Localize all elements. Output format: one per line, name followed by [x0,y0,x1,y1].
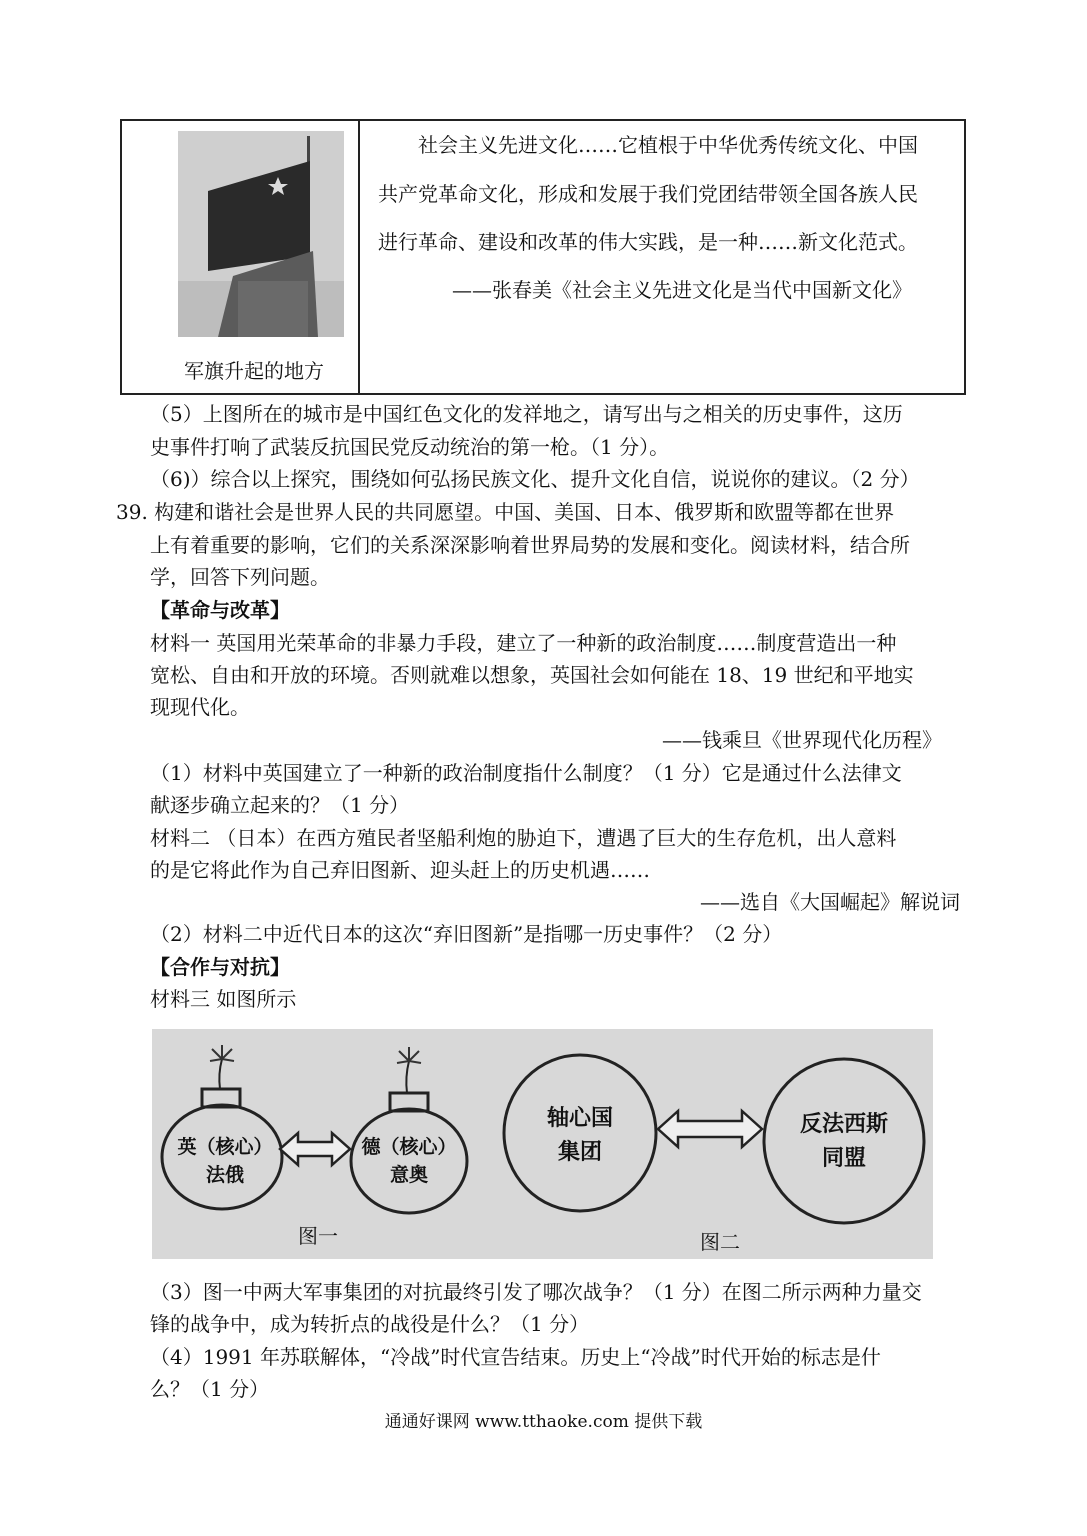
quote-line-2: 共产党革命文化，形成和发展于我们党团结带领全国各族人民 [378,182,918,206]
q2: （2）材料二中近代日本的这次“弃旧图新”是指哪一历史事件？（2 分） [150,922,783,946]
section-revolution-reform: 【革命与改革】 [150,598,290,622]
bomb1-line-1: 英（核心） [177,1136,273,1158]
alliances-diagram [152,1029,933,1259]
allies-line-2: 同盟 [821,1145,866,1171]
q3-line-1: （3）图一中两大军事集团的对抗最终引发了哪次战争？（1 分）在图二所示两种力量交 [150,1280,922,1304]
material2-line-1: 材料二 （日本）在西方殖民者坚船利炮的胁迫下，遭遇了巨大的生存危机，出人意料 [150,826,897,850]
monument-image [178,131,344,337]
quote-source: ——张春美《社会主义先进文化是当代中国新文化》 [452,278,912,302]
q39-line-2: 上有着重要的影响，它们的关系深深影响着世界局势的发展和变化。阅读材料，结合所 [150,533,910,557]
q5-line-2: 史事件打响了武装反抗国民党反动统治的第一枪。（1 分）。 [150,435,670,459]
material-table [120,119,966,395]
figure1-label: 图一 [298,1224,338,1248]
material3: 材料三 如图所示 [150,987,297,1011]
section-cooperation-confrontation: 【合作与对抗】 [150,955,290,979]
material1-line-2: 宽松、自由和开放的环境。否则就难以想象，英国社会如何能在 18、19 世纪和平地实 [150,663,914,687]
quote-line-3: 进行革命、建设和改革的伟大实践，是一种……新文化范式。 [378,230,918,254]
bomb2-line-1: 德（核心） [361,1136,457,1158]
material2-line-2: 的是它将此作为自己弃旧图新、迎头赶上的历史机遇…… [150,858,650,882]
q5-line-1: （5）上图所在的城市是中国红色文化的发祥地之，请写出与之相关的历史事件，这历 [150,402,903,426]
quote-line-1: 社会主义先进文化……它植根于中华优秀传统文化、中国 [418,133,918,157]
q4-line-2: 么？（1 分） [150,1377,270,1401]
table-divider [358,121,360,395]
axis-line-2: 集团 [557,1139,602,1165]
material1-source: ——钱乘旦《世界现代化历程》 [662,728,942,752]
q1-line-1: （1）材料中英国建立了一种新的政治制度指什么制度？（1 分）它是通过什么法律文 [150,761,902,785]
q1-line-2: 献逐步确立起来的？（1 分） [150,793,410,817]
q3-line-2: 锋的战争中，成为转折点的战役是什么？（1 分） [150,1312,590,1336]
q39-line-1: 39. 构建和谐社会是世界人民的共同愿望。中国、美国、日本、俄罗斯和欧盟等都在世界 [116,500,895,524]
page-footer: 通通好课网 www.tthaoke.com 提供下载 [384,1412,703,1432]
photo-caption: 军旗升起的地方 [184,359,324,383]
q39-line-3: 学，回答下列问题。 [150,565,330,589]
material1-line-1: 材料一 英国用光荣革命的非暴力手段，建立了一种新的政治制度……制度营造出一种 [150,631,897,655]
allies-line-1: 反法西斯 [799,1111,888,1137]
material1-line-3: 现现代化。 [150,695,250,719]
monument-photo [178,131,344,337]
bomb2-line-2: 意奥 [389,1164,428,1186]
bomb1-line-2: 法俄 [205,1164,244,1186]
material2-source: ——选自《大国崛起》解说词 [700,890,960,914]
figure2-label: 图二 [700,1230,740,1254]
axis-line-1: 轴心国 [546,1105,613,1131]
q6: （6)）综合以上探究，围绕如何弘扬民族文化、提升文化自信，说说你的建议。（2 分） [150,467,920,491]
q4-line-1: （4）1991 年苏联解体，“冷战”时代宣告结束。历史上“冷战”时代开始的标志是什 [150,1345,881,1369]
